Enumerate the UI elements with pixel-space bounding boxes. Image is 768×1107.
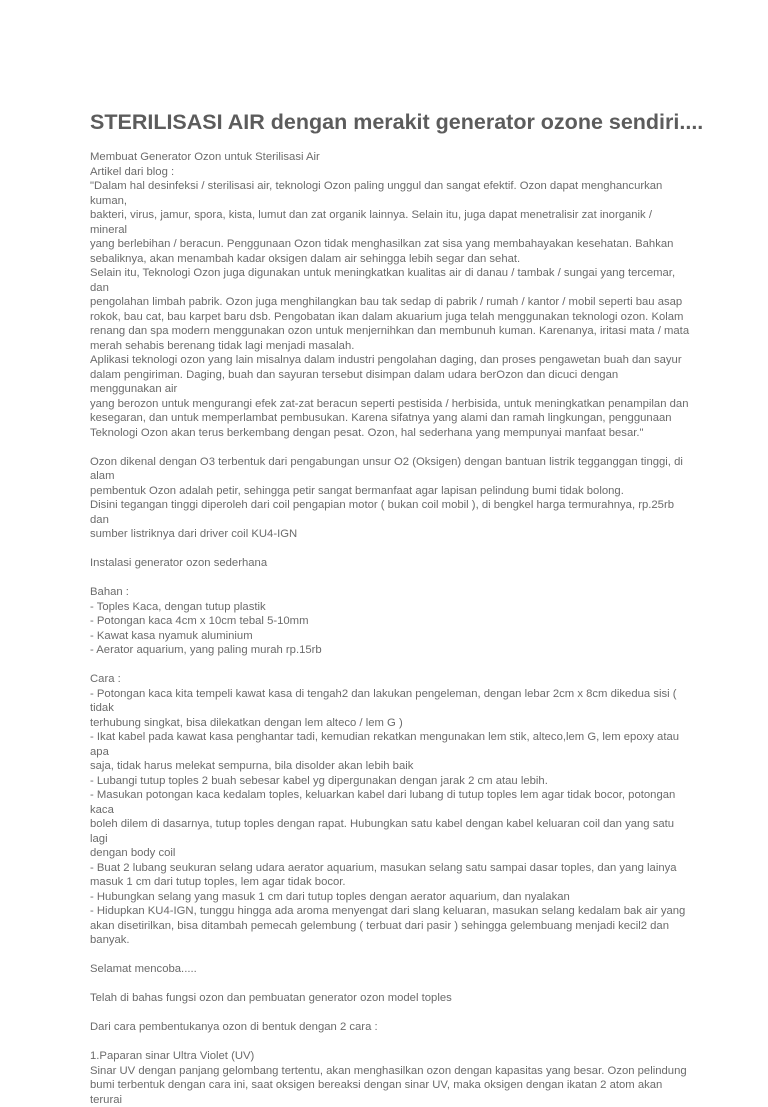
- document-title: STERILISASI AIR dengan merakit generator ozone sendiri....: [90, 110, 704, 134]
- paragraph-two-methods: Dari cara pembentukanya ozon di bentuk dengan 2 cara :: [90, 1021, 378, 1033]
- document-body: [90, 150, 690, 1107]
- paragraph-materials-list: Bahan : - Toples Kaca, dengan tutup plastik - Potongan kaca 4cm x 10cm tebal 5-10mm - Kawat kasa nyamuk aluminium - Aerator aquarium, yang paling murah rp.15rb: [90, 586, 322, 656]
- paragraph-ozone-formation: Ozon dikenal dengan O3 terbentuk dari pengabungan unsur O2 (Oksigen) dengan bantuan listrik tegganggan tinggi, di alam pembentuk Ozon adalah petir, sehingga petir sangat bermanfaat agar lapisan pelindung bumi tidak bolong. Disini tegangan tinggi diperoleh dari coil pengapian motor ( bukan coil mobil ), di bengkel harga termurahnya, rp.25rb dan sumber listriknya dari driver coil KU4-IGN: [90, 455, 683, 540]
- paragraph-steps-list: Cara : - Potongan kaca kita tempeli kawat kasa di tengah2 dan lakukan pengeleman, dengan lebar 2cm x 8cm dikedua sisi ( tidak terhubung singkat, bisa dilekatkan dengan lem alteco / lem G ) - Ikat kabel pada kawat kasa penghantar tadi, kemudian rekatkan mengunakan lem stik, alteco,lem G, lem epoxy atau apa saja, tidak harus melekat sempurna, bila disolder akan lebih baik - Lubangi tutup toples 2 buah sebesar kabel yg dipergunakan dengan jarak 2 cm atau lebih. - Masukan potongan kaca kedalam toples, keluarkan kabel dari lubang di tutup toples lem agar tidak bocor, potongan kaca boleh dilem di dasarnya, tutup toples dengan rapat. Hubungkan satu kabel dengan kabel keluaran coil dan yang satu lagi dengan body coil - Buat 2 lubang seukuran selang udara aerator aquarium, masukan selang satu sampai dasar toples, dan yang lainya masuk 1 cm dari tutup toples, lem agar tidak bocor. - Hubungkan selang yang masuk 1 cm dari tutup toples dengan aerator aquarium, dan nyalakan - Hidupkan KU4-IGN, tunggu hingga ada aroma menyengat dari slang keluaran, masukan selang kedalam bak air yang akan disetirilkan, bisa ditambah pemecah gelembung ( terbuat dari pasir ) sehingga gelembuang menjadi kecil2 dan banyak.: [90, 673, 686, 946]
- paragraph-installation-heading: Instalasi generator ozon sederhana: [90, 557, 268, 569]
- paragraph-discussed: Telah di bahas fungsi ozon dan pembuatan generator ozon model toples: [90, 992, 452, 1004]
- paragraph-uv-method: 1.Paparan sinar Ultra Violet (UV) Sinar UV dengan panjang gelombang tertentu, akan menghasilkan ozon dengan kapasitas yang besar. Ozon pelindung bumi terbentuk dengan cara ini, saat oksigen bereaksi dengan sinar UV, maka oksigen dengan ikatan 2 atom akan terurai: [90, 1050, 687, 1106]
- paragraph-good-luck: Selamat mencoba.....: [90, 963, 197, 975]
- paragraph-intro-article: Membuat Generator Ozon untuk Sterilisasi Air Artikel dari blog : "Dalam hal desinfeksi / sterilisasi air, teknologi Ozon paling unggul dan sangat efektif. Ozon dapat menghancurkan kuman, bakteri, virus, jamur, spora, kista, lumut dan zat organik lainnya. Selain itu, juga dapat menetralisir zat inorganik / mineral yang berlebihan / beracun. Penggunaan Ozon tidak menghasilkan zat sisa yang membahayakan kesehatan. Bahkan sebaliknya, akan menambah kadar oksigen dalam air sehingga lebih segar dan sehat. Selain itu, Teknologi Ozon juga digunakan untuk meningkatkan kualitas air di danau / tambak / sungai yang tercemar, dan pengolahan limbah pabrik. Ozon juga menghilangkan bau tak sedap di pabrik / rumah / kantor / mobil seperti bau asap rokok, bau cat, bau karpet baru dsb. Pengobatan ikan dalam akuarium juga telah menggunakan teknologi ozon. Kolam renang dan spa modern menggunakan ozon untuk menjernihkan dan membunuh kuman. Karenanya, iritasi mata / mata merah sehabis berenang tidak lagi menjadi masalah. Aplikasi teknologi ozon yang lain misalnya dalam industri pengolahan daging, dan proses pengawetan buah dan sayur dalam pengiriman. Daging, buah dan sayuran tersebut disimpan dalam udara berOzon dan dicuci dengan menggunakan air yang berozon untuk mengurangi efek zat-zat beracun seperti pestisida / herbisida, untuk meningkatkan penampilan dan kesegaran, dan untuk memperlambat pembusukan. Karena sifatnya yang alami dan ramah lingkungan, penggunaan Teknologi Ozon akan terus berkembang dengan pesat. Ozon, hal sederhana yang mempunyai manfaat besar.": [90, 151, 690, 439]
